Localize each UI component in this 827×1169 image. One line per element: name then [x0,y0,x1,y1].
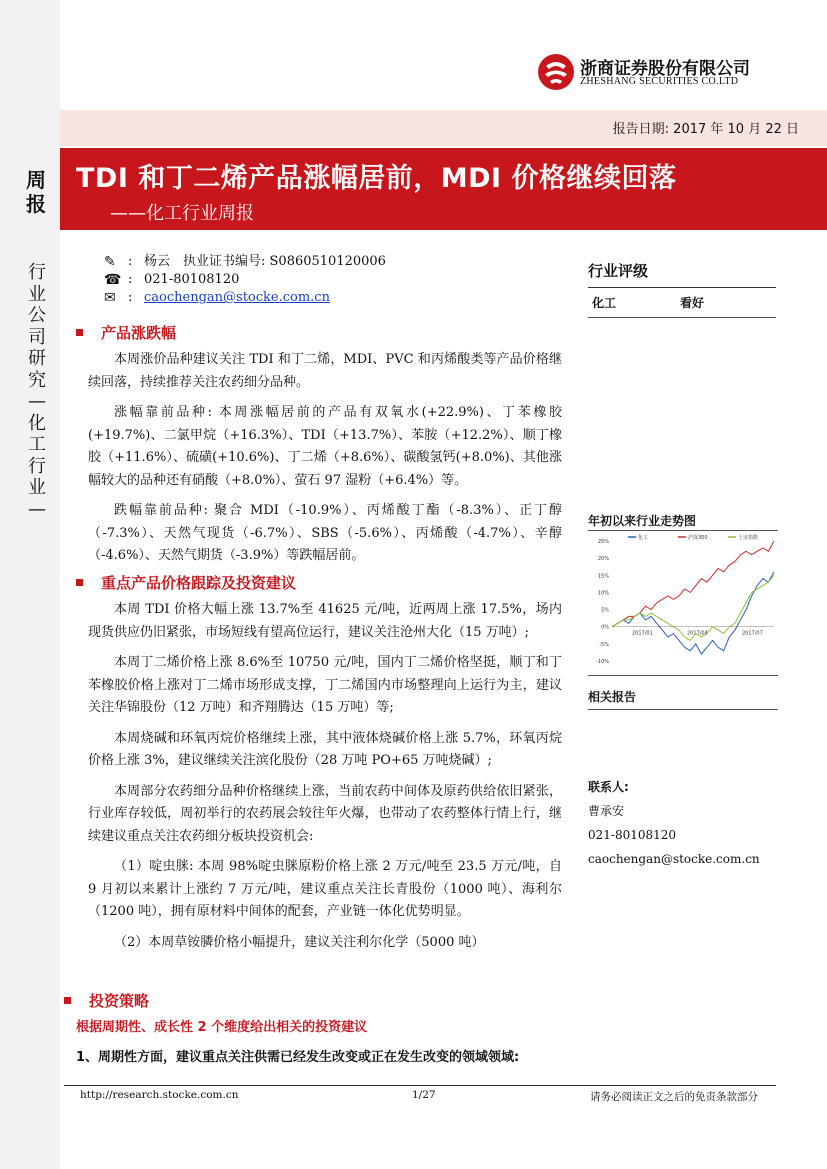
paragraph: 本周烧碱和环氧丙烷价格继续上涨，其中液体烧碱价格上涨 5.7%，环氧丙烷价格上涨 3%，建议继续关注滨化股份（28 万吨 PO+65 万吨烧碱）; [88,730,562,768]
company-name-en: ZHESHANG SECURITIES CO.LTD [580,76,739,87]
footer-url[interactable]: http://research.stocke.com.cn [80,1089,239,1101]
rating-row [588,288,776,318]
analyst-phone: 021-80108120 [144,272,240,287]
paragraph: 涨幅靠前品种: 本周涨幅居前的产品有双氧水(+22.9%)、丁苯橡胶(+19.7%)、二氯甲烷（+16.3%）、TDI（+13.7%）、苯胺（+12.2%）、顺丁橡胶（+11.6%）、硫磺(+10.6%)、丁二烯（+8.6%）、碳酸氢钙(+8.0%)、其他涨幅较大的品种还有硝酸（+8.0%）、萤石 97 湿粉（+6.4%）等。 [88,405,562,488]
section-heading-text: 重点产品价格跟踪及投资建议 [101,574,297,592]
footer-disclaimer: 请务必阅读正文之后的免责条款部分 [590,1091,758,1103]
trend-chart [588,531,778,675]
rating-value: 看好 [679,296,704,310]
section-heading-text: 投资策略 [89,992,150,1010]
colon: : [128,290,133,305]
analyst-email-link[interactable]: caochengan@stocke.com.cn [144,290,330,305]
analyst-email-row [104,289,386,307]
y-tick-label: -5% [599,641,609,648]
x-tick-label: 2017/04 [687,630,708,637]
y-tick-label: -10% [596,659,609,665]
envelope-icon: ✉ [104,290,116,306]
colon: : [128,272,133,287]
paragraph: 本周丁二烯价格上涨 8.6%至 10750 元/吨，国内丁二烯价格坚挺，顺丁和丁苯橡胶价格上涨对丁二烯市场形成支撑，丁二烯国内市场整理向上运行为主，建议关注华锦股份（12 万吨）和齐翔腾达（15 万吨）等; [88,655,562,715]
y-tick-label: 25% [597,539,609,545]
page-subtitle: ——化工行业周报 [110,203,254,224]
report-date: 报告日期: 2017 年 10 月 22 日 [612,122,799,137]
logo-mark-icon [536,52,576,92]
company-name-cn: 浙商证券股份有限公司 [580,59,750,79]
strategy-subheading: 根据周期性、成长性 2 个维度给出相关的投资建议 [76,1020,368,1035]
x-tick-label: 2017/07 [742,630,763,637]
chart-box [588,530,778,676]
rating-box [588,260,776,318]
side-category: 行业公司研究—化工行业— [28,262,46,520]
y-tick-label: 0% [601,624,609,631]
series-line [612,541,774,627]
y-tick-label: 20% [597,556,609,563]
phone-icon: ☎ [104,272,122,288]
chart-title: 年初以来行业走势图 [588,514,697,528]
y-tick-label: 15% [597,573,609,580]
legend-label: 上证指数 [738,535,759,541]
pen-icon: ✎ [104,254,116,270]
legend-label: 化工 [638,535,649,541]
contact-name: 曹承安 [588,804,625,818]
contact-phone: 021-80108120 [588,828,677,842]
footer-divider [64,1085,776,1086]
bullet-square-icon [76,329,83,336]
section-heading-text: 产品涨跌幅 [101,324,177,342]
page-number: 1/27 [412,1089,436,1101]
analyst-phone-row [104,271,386,289]
section-price-tracking [88,572,562,954]
colon: : [128,254,133,269]
analyst-info [104,253,386,307]
section-heading [76,572,562,593]
analyst-name-row [104,253,386,271]
paragraph: （1）啶虫脒: 本周 98%啶虫脒原粉价格上涨 2 万元/吨至 23.5 万元/吨，自 9 月初以来累计上涨约 7 万元/吨，建议重点关注长青股份（1000 吨）、海利尔（1200 吨），拥有原材料中间体的配套，产业链一体化优势明显。 [88,859,562,919]
contact-email: caochengan@stocke.com.cn [588,852,760,866]
section-heading [64,990,149,1011]
side-report-type: 周报 [26,168,46,216]
bullet-square-icon [76,579,83,586]
contact-person [588,775,760,871]
company-logo [536,52,776,92]
paragraph: 本周涨价品种建议关注 TDI 和丁二烯，MDI、PVC 和丙烯酸类等产品价格继续回落，持续推荐关注农药细分品种。 [88,352,562,390]
analyst-name: 杨云 执业证书编号: S0860510120006 [144,254,386,269]
rating-industry: 化工 [592,296,617,310]
paragraph: （2）本周草铵膦价格小幅提升，建议关注利尔化学（5000 吨） [114,934,485,950]
strategy-point: 1、周期性方面，建议重点关注供需已经发生改变或正在发生改变的领域领域: [76,1050,520,1065]
x-tick-label: 2017/01 [632,630,653,637]
section-price-change [88,322,562,568]
page-title: TDI 和丁二烯产品涨幅居前，MDI 价格继续回落 [76,163,677,194]
contact-label: 联系人: [588,780,629,794]
paragraph: 本周部分农药细分品种价格继续上涨，当前农药中间体及原药供给依旧紧张，行业库存较低，周初举行的农药展会较往年火爆，也带动了农药整体行情上行，继续建议重点关注农药细分板块投资机会: [88,783,562,844]
series-line [612,572,774,654]
section-heading [76,322,562,343]
y-tick-label: 5% [601,607,609,614]
paragraph: 跌幅靠前品种: 聚合 MDI（-10.9%）、丙烯酸丁酯（-8.3%）、正丁醇（-7.3%）、天然气现货（-6.7%）、SBS（-5.6%）、丙烯酸（-4.7%）、辛醇（-4.6%）、天然气期货（-3.9%）等跌幅居前。 [88,503,562,563]
paragraph: 本周 TDI 价格大幅上涨 13.7%至 41625 元/吨，近两周上涨 17.5%，场内现货供应仍旧紧张，市场短线有望高位运行，建议关注沧州大化（15 万吨）; [88,602,562,640]
bullet-square-icon [64,997,71,1004]
y-tick-label: 10% [597,590,609,597]
rating-title: 行业评级 [588,260,776,288]
legend-label: 沪深300 [688,535,708,541]
related-reports-title: 相关报告 [588,688,778,710]
